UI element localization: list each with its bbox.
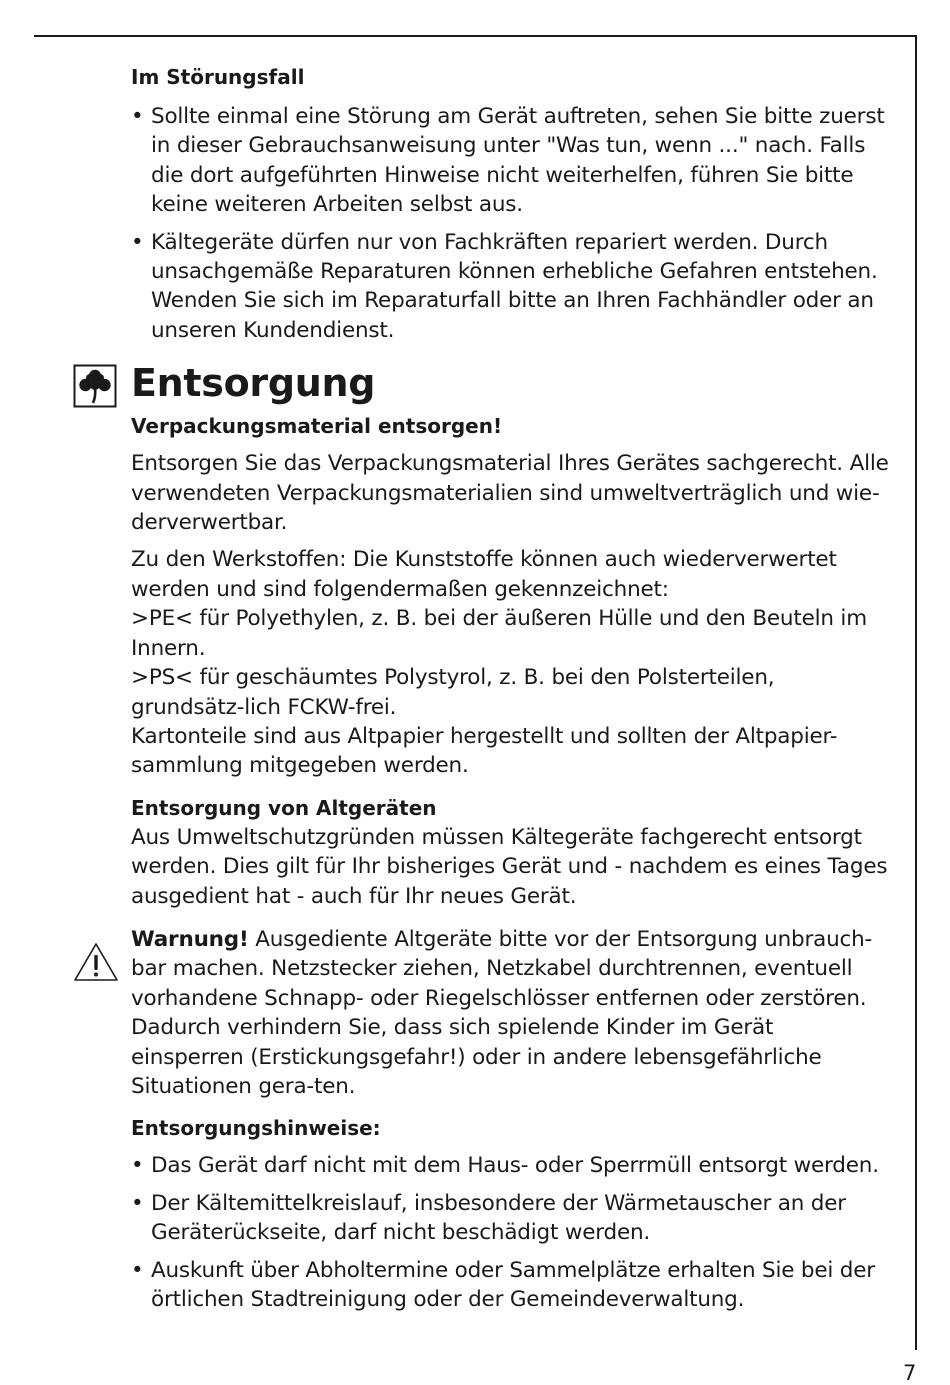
bullet-text: Sollte einmal eine Störung am Gerät auftreten, sehen Sie bitte zuerst in dieser Gebrauchsanweisung unter "Was tun, wenn ..." nach. Falls die dort aufgeführten Hinweise nicht weiterhelfen, führen Sie bitte keine weiteren Arbeiten selbst aus. xyxy=(151,104,885,218)
werkstoffe-karton: Kartonteile sind aus Altpapier hergestellt und sollten der Altpapier-sammlung mitgegeben werden. xyxy=(131,723,838,779)
bullet-text: Das Gerät darf nicht mit dem Haus- oder Sperrmüll entsorgt werden. xyxy=(151,1153,879,1179)
hinweise-bullet-3 xyxy=(131,1256,891,1315)
bullet-dot: • xyxy=(131,1190,144,1216)
bullet-text: Der Kältemittelkreislauf, insbesondere der Wärmetauscher an der Geräterückseite, darf nicht beschädigt werden. xyxy=(151,1190,846,1246)
werkstoffe-ps: >PS< für geschäumtes Polystyrol, z. B. bei den Polsterteilen, grundsätz-lich FCKW-frei. xyxy=(131,665,775,720)
stoerungsfall-heading: Im Störungsfall xyxy=(131,65,305,89)
bullet-text: Kältegeräte dürfen nur von Fachkräften repariert werden. Durch unsachgemäße Reparaturen können erhebliche Gefahren entstehen. Wenden Sie sich im Reparaturfall bitte an Ihren Fachhändler oder an unseren Kundendienst. xyxy=(151,229,878,343)
right-border-rule xyxy=(915,35,917,1350)
page-content xyxy=(131,63,891,1314)
bullet-dot: • xyxy=(131,229,144,255)
altgeraete-heading: Entsorgung von Altgeräten xyxy=(131,795,437,820)
stoerungsfall-bullet-1 xyxy=(131,102,891,220)
altgeraete-paragraph: Aus Umweltschutzgründen müssen Kältegeräte fachgerecht entsorgt werden. Dies gilt für Ihr bisheriges Gerät und - nachdem es eines Tages ausgedient hat - auch für Ihr neues Gerät. xyxy=(131,824,888,909)
clover-icon xyxy=(73,364,117,408)
verpackung-heading: Verpackungsmaterial entsorgen! xyxy=(131,414,503,439)
warning-triangle-icon xyxy=(73,941,119,983)
stoerungsfall-bullet-2 xyxy=(131,228,891,346)
bullet-dot: • xyxy=(131,1153,144,1179)
hinweise-bullet-2 xyxy=(131,1189,891,1248)
entsorgung-title: Entsorgung xyxy=(131,361,376,406)
top-border-rule xyxy=(34,35,917,37)
werkstoffe-pe: >PE< für Polyethylen, z. B. bei der äußeren Hülle und den Beuteln im Innern. xyxy=(131,606,867,661)
page-number: 7 xyxy=(903,1361,917,1385)
warning-paragraph xyxy=(131,925,891,1101)
warning-text: Ausgediente Altgeräte bitte vor der Entsorgung unbrauch-bar machen. Netzstecker ziehen, Netzkabel durchtrennen, eventuell vorhandene Schnapp- oder Riegelschlösser entfernen oder zerstören. Dadurch verhindern Sie, dass sich spielende Kinder im Gerät einsperren (Erstickungsgefahr!) oder in andere lebensgefährliche Situationen gera-ten. xyxy=(131,926,873,1099)
bullet-text: Auskunft über Abholtermine oder Sammelplätze erhalten Sie bei der örtlichen Stadtreinigung oder der Gemeindeverwaltung. xyxy=(151,1257,875,1312)
warning-label: Warnung! xyxy=(131,926,249,952)
hinweise-bullet-1 xyxy=(131,1151,891,1180)
werkstoffe-intro: Zu den Werkstoffen: Die Kunststoffe können auch wiederverwertet werden und sind folgendermaßen gekennzeichnet: xyxy=(131,547,837,602)
verpackung-paragraph: Entsorgen Sie das Verpackungsmaterial Ihres Gerätes sachgerecht. Alle verwendeten Verpackungsmaterialien sind umweltverträglich und wie-derverwertbar. xyxy=(131,451,889,536)
hinweise-heading: Entsorgungshinweise: xyxy=(131,1116,381,1141)
werkstoffe-block xyxy=(131,545,891,780)
bullet-dot: • xyxy=(131,104,144,129)
bullet-dot: • xyxy=(131,1257,144,1283)
